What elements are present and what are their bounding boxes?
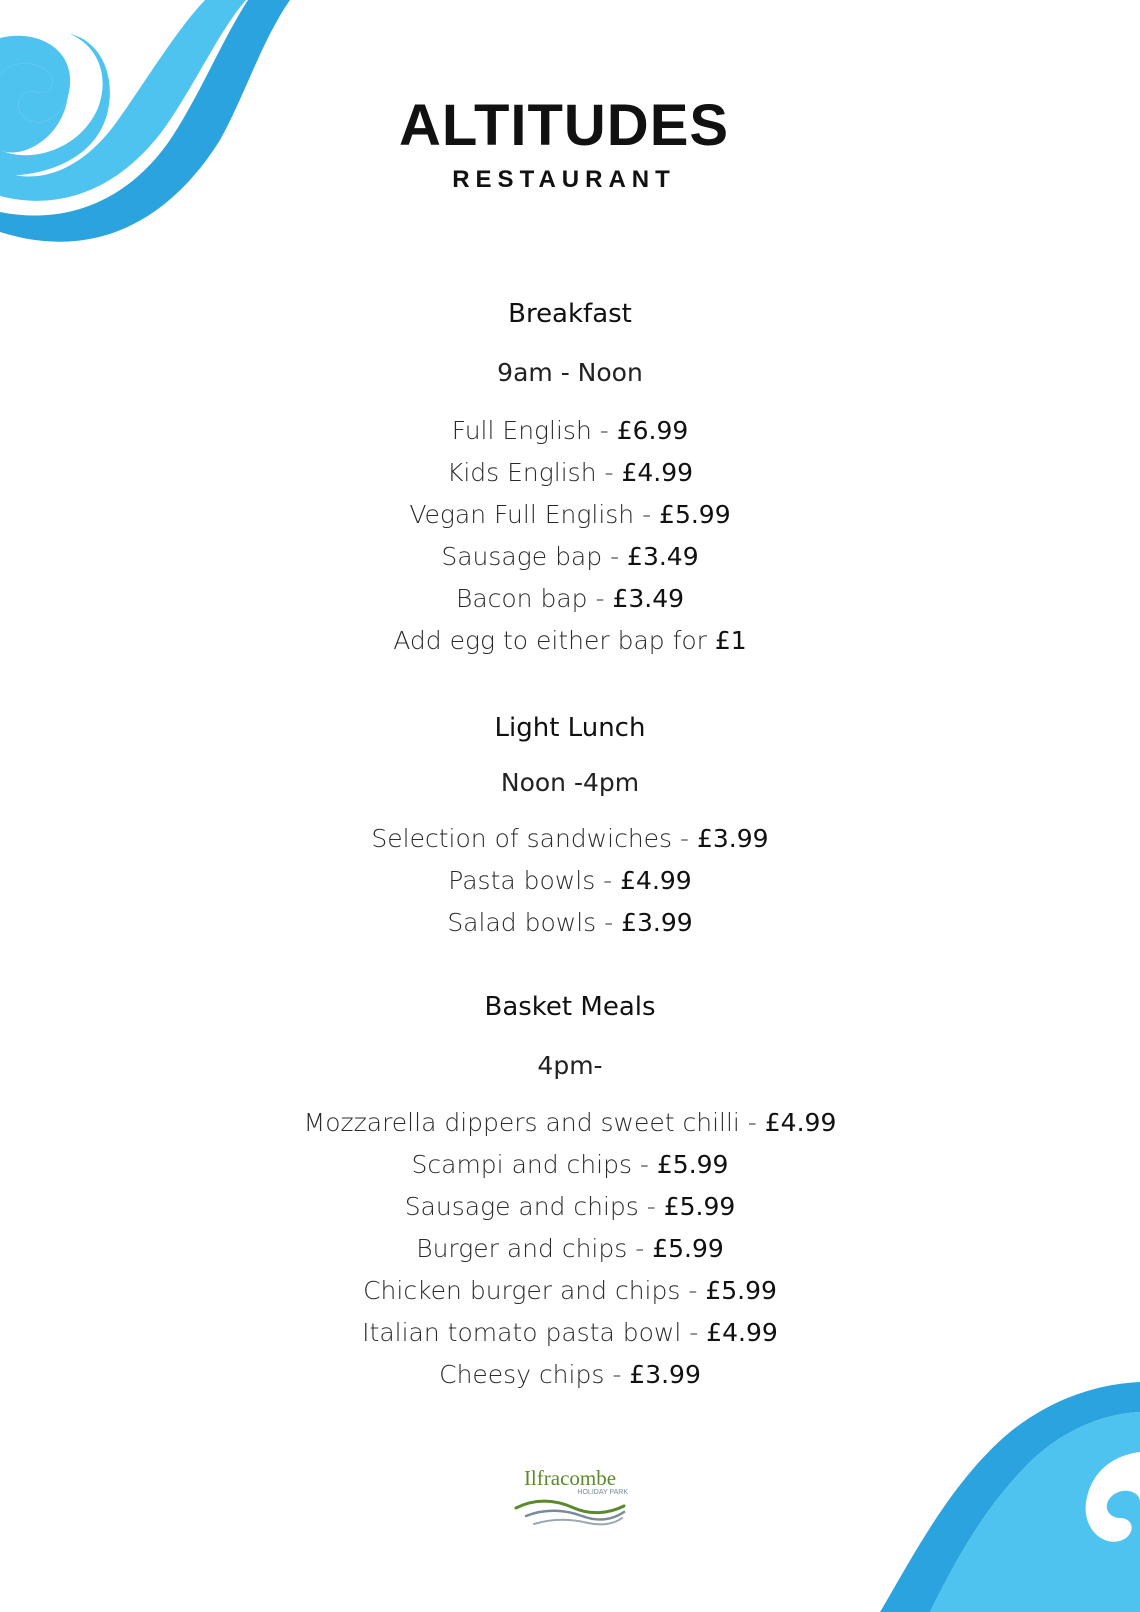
menu-item-price: £1	[714, 626, 747, 655]
menu-item-price: £3.99	[696, 824, 769, 853]
menu-item	[0, 536, 1140, 578]
menu-item	[0, 578, 1140, 620]
menu-item-price: £5.99	[659, 500, 731, 529]
logo-name: Ilfracombe	[523, 1466, 617, 1490]
menu-item-price: £4.99	[706, 1318, 778, 1347]
menu-item-name: Italian tomato pasta bowl -	[362, 1318, 707, 1347]
menu-item-name: Burger and chips -	[416, 1234, 653, 1263]
menu-item-name: Pasta bowls -	[448, 866, 621, 895]
menu-item	[0, 1354, 1140, 1396]
menu-item-price: £4.99	[620, 866, 692, 895]
menu-item	[0, 494, 1140, 536]
wave-decoration-bottom-right	[840, 1372, 1140, 1612]
logo-waves-icon	[512, 1496, 628, 1530]
menu-item-name: Add egg to either bap for	[393, 626, 715, 655]
menu-item	[0, 818, 1140, 860]
menu-item	[0, 1186, 1140, 1228]
menu-item-name: Full English -	[451, 416, 617, 445]
menu-item	[0, 1312, 1140, 1354]
menu-item-name: Chicken burger and chips -	[363, 1276, 706, 1305]
menu-item-name: Salad bowls -	[447, 908, 622, 937]
menu-item-price: £5.99	[663, 1192, 736, 1221]
menu-item-price: £5.99	[652, 1234, 724, 1263]
menu-item-price: £3.49	[612, 584, 685, 613]
menu-item-price: £4.99	[764, 1108, 837, 1137]
menu-item-price: £4.99	[621, 458, 694, 487]
restaurant-subtitle: RESTAURANT	[452, 166, 676, 193]
menu-item-name: Bacon bap -	[455, 584, 613, 613]
menu-item	[0, 410, 1140, 452]
restaurant-name: ALTITUDES	[398, 93, 730, 158]
menu-item-name: Mozzarella dippers and sweet chilli -	[303, 1108, 765, 1137]
section-time-light-lunch: Noon -4pm	[500, 768, 640, 797]
menu-item-name: Vegan Full English -	[409, 500, 660, 529]
section-title-breakfast: Breakfast	[508, 299, 632, 329]
menu-item-price: £5.99	[656, 1150, 729, 1179]
section-time-basket-meals: 4pm-	[537, 1051, 603, 1080]
menu-item	[0, 620, 1140, 662]
menu-item-name: Kids English -	[446, 458, 622, 487]
holiday-park-logo	[512, 1466, 628, 1536]
restaurant-header	[0, 92, 1140, 200]
menu-item-price: £6.99	[616, 416, 689, 445]
menu-item-price: £3.99	[629, 1360, 701, 1389]
menu-item	[0, 1102, 1140, 1144]
menu-item-price: £3.99	[621, 908, 693, 937]
menu-item	[0, 902, 1140, 944]
menu-item-name: Scampi and chips -	[411, 1150, 657, 1179]
menu-item	[0, 1228, 1140, 1270]
menu-item	[0, 860, 1140, 902]
menu-item-name: Sausage bap -	[441, 542, 628, 571]
section-title-light-lunch: Light Lunch	[494, 713, 646, 743]
menu-item	[0, 452, 1140, 494]
section-title-basket-meals: Basket Meals	[484, 992, 656, 1022]
menu-item-price: £3.49	[627, 542, 699, 571]
menu-item-price: £5.99	[705, 1276, 777, 1305]
menu-item-name: Cheesy chips -	[439, 1360, 630, 1389]
section-time-breakfast: 9am - Noon	[497, 358, 643, 387]
menu-item	[0, 1144, 1140, 1186]
menu-item-name: Selection of sandwiches -	[371, 824, 697, 853]
menu-item-name: Sausage and chips -	[404, 1192, 664, 1221]
logo-tagline: HOLIDAY PARK	[577, 1489, 628, 1496]
menu-item	[0, 1270, 1140, 1312]
